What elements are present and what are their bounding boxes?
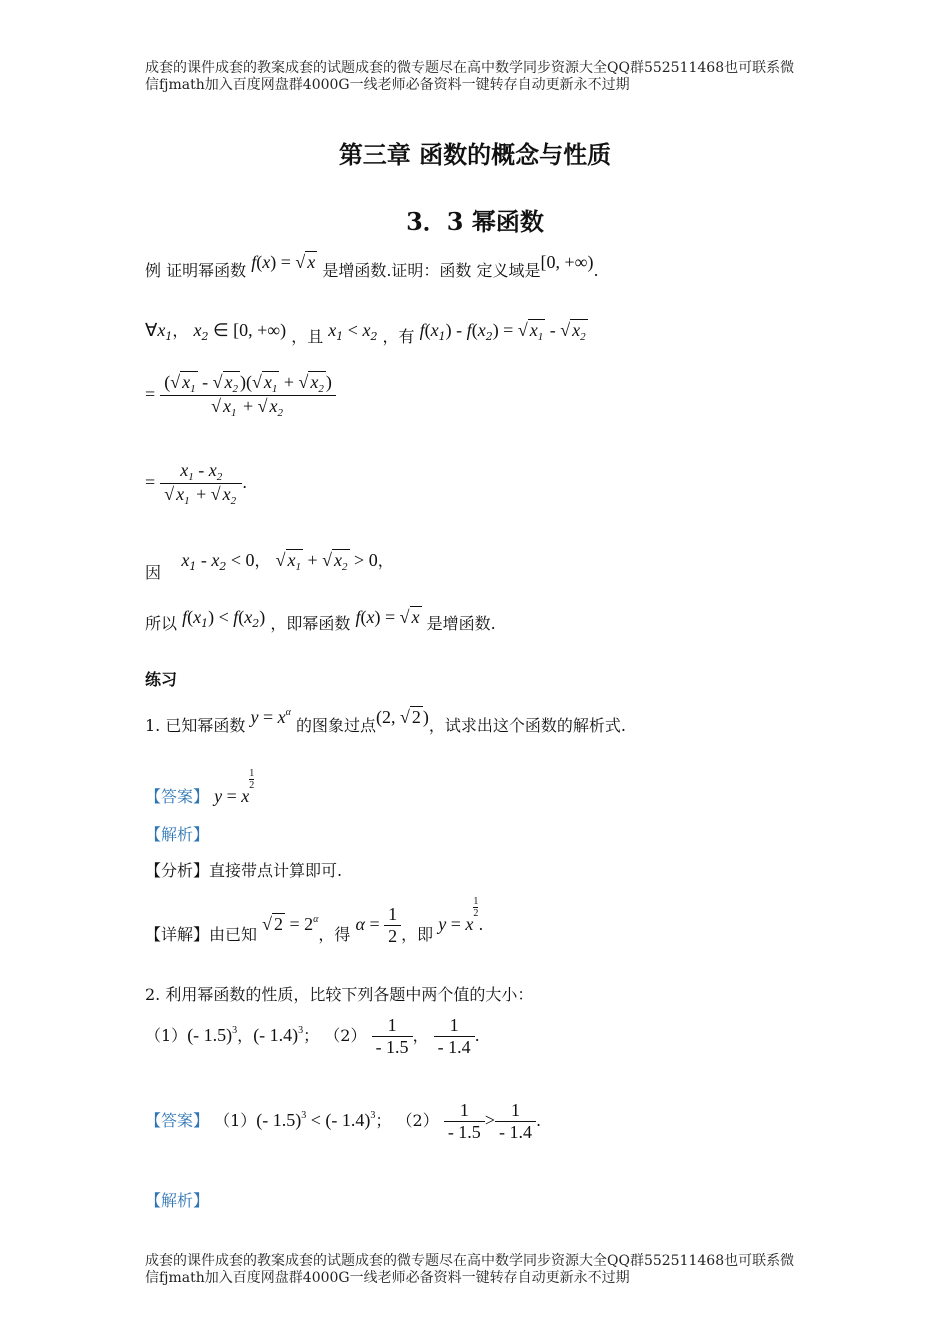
footer-watermark-line-1: 成套的课件成套的教案成套的试题成套的微专题尽在高中数学同步资源大全QQ群552511468也可联系微 — [145, 1253, 795, 1269]
proof-step-3: = $\frac{x_1 - x_2}{√ x_1 + √ x_2}$ . — [145, 460, 248, 507]
section-title: 3．3 幂函数 — [406, 207, 544, 236]
q1-detail-c: ，即 — [401, 925, 434, 944]
q2-answer: 【答案】 （1）(- 1.5)$^3$ < (- 1.4)$^3$； （2） $\frac{1}{- 1.5}$ > $\frac{1}{- 1.4}$ . — [145, 1100, 542, 1142]
domain-interval: [0, +∞) — [540, 252, 594, 272]
q1-detail-tag: 【详解】 — [145, 925, 210, 944]
so-end: 是增函数. — [426, 614, 496, 633]
practice-heading: 练习 — [145, 670, 178, 689]
q1-detail-b: ，得 — [318, 925, 351, 944]
q1-analysis-tag: 【解析】 — [145, 825, 210, 844]
q2-answer-part-2: （2） — [396, 1111, 439, 1130]
header-watermark — [145, 60, 815, 94]
example-intro: 例 证明幂函数 — [145, 261, 247, 280]
q2-answer-tag: 【答案】 — [145, 1111, 210, 1130]
q2-part-1: （1） — [145, 1026, 188, 1045]
chapter-title: 第三章 函数的概念与性质 — [338, 140, 612, 169]
proof-step-1: $\forall x_1$， $x_2$ ∈ [0, +∞) ，且 $x_1 < x_2$ ，有 $f(x_1) - f(x_2)$ = √ $x_1$ - √ $x_2$ — [145, 320, 586, 346]
footer-watermark-line-2: 信fjmath加入百度网盘群4000G一线老师必备资料一键转存自动更新永不过期 — [145, 1270, 630, 1286]
watermark-line-1: 成套的课件成套的教案成套的试题成套的微专题尽在高中数学同步资源大全QQ群552511468也可联系微 — [145, 60, 795, 76]
q2-analysis-tag: 【解析】 — [145, 1191, 210, 1210]
q1-text-a: 1. 已知幂函数 — [145, 716, 246, 735]
example-claim: 是增函数.证明：函数 定义域是 — [322, 261, 541, 280]
so-label: 所以 — [145, 614, 178, 633]
question-2: 2. 利用幂函数的性质，比较下列各题中两个值的大小： — [145, 985, 534, 1004]
footer-watermark — [145, 1253, 815, 1287]
formula-fx: f — [251, 252, 257, 272]
q2-answer-part-1: （1） — [214, 1111, 257, 1130]
example-statement: 例 证明幂函数 f(x) = √ x 是增函数.证明：函数 定义域是[0, +∞). — [145, 252, 599, 280]
so-text: ，即幂函数 — [270, 614, 351, 633]
q2-part-2: （2） — [324, 1026, 367, 1045]
q2-parts: （1）(- 1.5)$^3$，(- 1.4)$^3$； （2） $\frac{1}{- 1.5}$ ， $\frac{1}{- 1.4}$ . — [145, 1015, 480, 1057]
q1-detail-a: 由已知 — [209, 925, 258, 944]
proof-step-2: = $\frac{(√ x_1 - √ x_2 )(√ x_1 + √ x_2 )}{√ x_1 + √ x_2}$ — [145, 372, 336, 419]
q1-answer: 【答案】 y = x $\frac{1}{2}$ — [145, 768, 255, 806]
q1-fenxi-text: 直接带点计算即可. — [209, 861, 343, 880]
watermark-line-2: 信fjmath加入百度网盘群4000G一线老师必备资料一键转存自动更新永不过期 — [145, 77, 630, 93]
q1-answer-tag: 【答案】 — [145, 787, 210, 806]
q1-text-c: ，试求出这个函数的解析式. — [428, 716, 626, 735]
q1-detail: 【详解】由已知 √ $2 = 2^\alpha$，得 α = $\frac{1}{2}$ ，即 y = x $\frac{1}{2}$ . — [145, 896, 484, 946]
proof-because: 因 $x_1 - x_2 < 0$， √ $x_1$ + √ $x_2 > 0$， — [145, 550, 394, 582]
because-label: 因 — [145, 563, 162, 582]
proof-step-1-have: ，有 — [382, 327, 415, 346]
proof-conclusion: 所以 $f(x_1) < f(x_2)$ ，即幂函数 f(x) = √ x 是增函数. — [145, 607, 496, 633]
proof-step-1-and: ，且 — [291, 327, 324, 346]
q1-text-b: 的图象过点 — [295, 716, 376, 735]
fraction-rationalize: $\frac{(√ x_1 - √ x_2 )(√ x_1 + √ x_2 )}{√ x_1 + √ x_2}$ — [160, 372, 336, 419]
fraction-simplified: $\frac{x_1 - x_2}{√ x_1 + √ x_2}$ — [160, 460, 242, 507]
q1-fenxi-tag: 【分析】 — [145, 861, 210, 880]
q1-fenxi — [145, 858, 342, 881]
question-1: 1. 已知幂函数 $y = x^\alpha$ 的图象过点(2, √ 2 )，试求出这个函数的解析式. — [145, 707, 626, 735]
